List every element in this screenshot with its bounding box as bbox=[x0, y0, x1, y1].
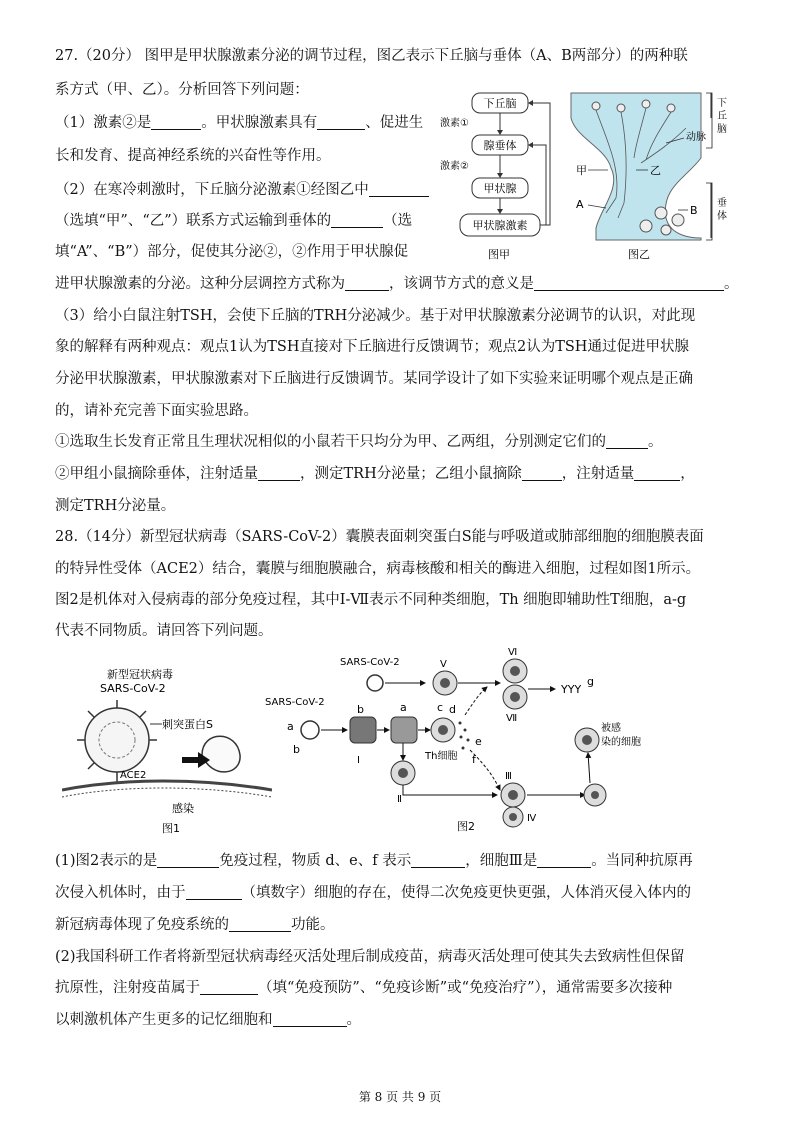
q27-part1-line1 bbox=[55, 114, 423, 132]
answer-blank[interactable] bbox=[537, 853, 591, 868]
cell-label: Ⅶ bbox=[506, 713, 518, 724]
cell-membrane bbox=[62, 781, 272, 790]
q27-part1-line2: 长和发育、提高神经系统的兴奋性等作用。 bbox=[55, 148, 331, 164]
cell-a bbox=[391, 717, 417, 743]
letter-b2: b bbox=[357, 703, 364, 716]
answer-blank[interactable] bbox=[229, 917, 291, 932]
letter-c: c bbox=[437, 701, 444, 714]
answer-blank[interactable] bbox=[151, 115, 201, 130]
text: （选填“甲”、“乙”）联系方式运输到垂体的 bbox=[55, 213, 332, 229]
q28-answer1-line2 bbox=[55, 884, 691, 902]
q27-intro-line1: 27.（20分） 图甲是甲状腺激素分泌的调节过程，图乙表示下丘脑与垂体（A、B两部分）的两种联 bbox=[55, 48, 688, 64]
text: 次侵入机体时，由于 bbox=[55, 885, 186, 901]
label-spike: 刺突蛋白S bbox=[162, 718, 213, 731]
page-footer: 第 8 页 共 9 页 bbox=[358, 1090, 442, 1104]
letter-a2: a bbox=[400, 701, 407, 714]
cell-label: Ⅵ bbox=[508, 647, 518, 658]
text: 、促进生 bbox=[365, 115, 424, 131]
text: （2）在寒冷刺激时，下丘脑分泌激素①经图乙中 bbox=[55, 182, 369, 198]
figure-yi bbox=[566, 88, 746, 263]
q27-part2-line1 bbox=[55, 181, 429, 199]
q27-part3-line3: 分泌甲状腺激素，甲状腺激素对下丘脑进行反馈调节。某同学设计了如下实验来证明哪个观点是正确 bbox=[55, 371, 693, 387]
letter-g: g bbox=[587, 675, 594, 688]
answer-blank[interactable] bbox=[345, 276, 389, 291]
answer-blank[interactable] bbox=[157, 853, 219, 868]
text: ①选取生长发育正常且生理状况相似的小鼠若干只均分为甲、乙两组，分别测定它们的 bbox=[55, 434, 606, 450]
label-pituitary-2: 体 bbox=[717, 211, 727, 222]
box-label: 下丘脑 bbox=[483, 97, 517, 110]
text: ，该调节方式的意义是 bbox=[389, 276, 534, 292]
answer-blank[interactable] bbox=[258, 466, 300, 481]
text: （填“免疫预防”、“免疫诊断”或“免疫治疗”），通常需要多次接种 bbox=[258, 980, 673, 996]
text: 。当同种抗原再 bbox=[591, 853, 693, 869]
feedback-arrow bbox=[529, 103, 550, 225]
text: 。 bbox=[346, 1012, 361, 1028]
q27-step1 bbox=[55, 433, 663, 451]
q27-part3-line2: 象的解释有两种观点：观点1认为TSH直接对下丘脑进行反馈调节；观点2认为TSH通过促进甲状腺 bbox=[55, 339, 689, 355]
text: 新冠病毒体现了免疫系统的 bbox=[55, 917, 229, 933]
arrow-label: 激素① bbox=[440, 118, 469, 129]
text: (1)图2表示的是 bbox=[55, 853, 158, 869]
text: 进甲状腺激素的分泌。这种分层调控方式称为 bbox=[55, 276, 345, 292]
title: SARS-CoV-2 bbox=[100, 682, 166, 695]
q27-step2-line2: 测定TRH分泌量。 bbox=[55, 498, 176, 514]
q28-intro-line3: 图2是机体对入侵病毒的部分免疫过程，其中Ⅰ-Ⅶ表示不同种类细胞，Th 细胞即辅助性T细胞，a-g bbox=[55, 592, 687, 608]
q28-answer2-line3 bbox=[55, 1011, 361, 1029]
title: 新型冠状病毒 bbox=[107, 668, 173, 681]
text: （1）激素②是 bbox=[55, 115, 152, 131]
label-infected: 被感 bbox=[601, 723, 621, 734]
label-artery: 动脉 bbox=[686, 132, 706, 143]
label-hypothalamus-1: 下 bbox=[717, 98, 727, 109]
cell-I bbox=[350, 717, 376, 743]
letter-e: e bbox=[475, 735, 482, 748]
q27-part2-line4 bbox=[55, 275, 739, 293]
q27-part3-line4: 的，请补充完善下面实验思路。 bbox=[55, 403, 258, 419]
q28-answer1-line1 bbox=[55, 852, 693, 870]
fused-virus bbox=[202, 736, 240, 772]
answer-blank[interactable] bbox=[186, 885, 242, 900]
label-th: Th细胞 bbox=[425, 751, 458, 762]
label-yi: 乙 bbox=[650, 164, 661, 177]
figure-jia bbox=[440, 88, 560, 263]
label-virus-top: SARS-CoV-2 bbox=[340, 657, 400, 668]
label-pituitary-1: 垂 bbox=[717, 198, 727, 209]
answer-blank[interactable] bbox=[522, 466, 562, 481]
figure-caption: 图1 bbox=[162, 822, 180, 835]
q27-part3-line1: （3）给小白鼠注射TSH，会使下丘脑的TRH分泌减少。基于对甲状腺激素分泌调节的认识，对此现 bbox=[55, 308, 696, 324]
cell-label: Ⅱ bbox=[397, 794, 402, 805]
figure-2 bbox=[265, 645, 655, 835]
text: （填数字）细胞的存在，使得二次免疫更快更强，人体消灭侵入体内的 bbox=[241, 885, 691, 901]
text: 。 bbox=[648, 434, 663, 450]
box-label: 甲状腺激素 bbox=[472, 219, 528, 232]
letter-d: d bbox=[449, 703, 456, 716]
answer-blank[interactable] bbox=[534, 276, 724, 291]
text: （选 bbox=[383, 213, 413, 229]
text: ，测定TRH分泌量；乙组小鼠摘除 bbox=[300, 466, 522, 482]
letter-a: a bbox=[287, 720, 294, 733]
letter-b: b bbox=[293, 743, 300, 756]
label-B: B bbox=[690, 204, 698, 217]
cell-label: Ⅴ bbox=[440, 659, 447, 670]
box-label: 腺垂体 bbox=[483, 139, 517, 152]
text: ②甲组小鼠摘除垂体，注射适量 bbox=[55, 466, 258, 482]
q28-intro-line1: 28.（14分）新型冠状病毒（SARS-CoV-2）囊膜表面刺突蛋白S能与呼吸道或肺部细胞的细胞膜表面 bbox=[55, 529, 704, 545]
q28-answer2-line2 bbox=[55, 979, 672, 997]
answer-blank[interactable] bbox=[606, 434, 648, 449]
figure-caption: 图甲 bbox=[488, 248, 510, 261]
text: 以刺激机体产生更多的记忆细胞和 bbox=[55, 1012, 273, 1028]
q28-intro-line4: 代表不同物质。请回答下列问题。 bbox=[55, 623, 273, 639]
text: 。 bbox=[724, 276, 739, 292]
answer-blank[interactable] bbox=[331, 213, 383, 228]
q27-part2-line2 bbox=[55, 212, 412, 230]
figure-caption: 图乙 bbox=[628, 248, 650, 261]
answer-blank[interactable] bbox=[369, 182, 429, 197]
antibody-icon: YYY bbox=[561, 683, 582, 696]
virus-particle bbox=[85, 708, 149, 772]
answer-blank[interactable] bbox=[634, 466, 680, 481]
label-A: A bbox=[576, 198, 584, 211]
q27-part2-line3: 填“A”、“B”）部分，促使其分泌②，②作用于甲状腺促 bbox=[55, 244, 409, 260]
answer-blank[interactable] bbox=[317, 115, 365, 130]
label-infected: 染的细胞 bbox=[601, 737, 641, 748]
cell-label: Ⅲ bbox=[505, 771, 512, 782]
q27-intro-line2: 系方式（甲、乙）。分析回答下列问题： bbox=[55, 82, 309, 98]
text: 免疫过程，物质 d、e、f 表示 bbox=[219, 853, 412, 869]
virus-icon bbox=[301, 721, 319, 739]
cell-label: Ⅳ bbox=[527, 813, 537, 824]
q28-answer2-line1: (2)我国科研工作者将新型冠状病毒经灭活处理后制成疫苗，病毒灭活处理可使其失去致病性但保留 bbox=[55, 949, 685, 965]
answer-blank[interactable] bbox=[273, 1012, 347, 1027]
box-label: 甲状腺 bbox=[483, 182, 517, 195]
q28-answer1-line3 bbox=[55, 916, 335, 934]
answer-blank[interactable] bbox=[411, 853, 465, 868]
q27-step2 bbox=[55, 465, 695, 483]
q28-intro-line2: 的特异性受体（ACE2）结合，囊膜与细胞膜融合，病毒核酸和相关的酶进入细胞，过程如图1所示。 bbox=[55, 561, 701, 577]
figure-caption: 图2 bbox=[457, 820, 475, 833]
cell-label: Ⅰ bbox=[357, 755, 360, 766]
label-ace2: ACE2 bbox=[120, 770, 147, 781]
virus-icon bbox=[367, 675, 383, 691]
label-jia: 甲 bbox=[576, 164, 587, 177]
label-virus-left: SARS-CoV-2 bbox=[265, 697, 325, 708]
answer-blank[interactable] bbox=[200, 980, 258, 995]
arrow-label: 激素② bbox=[440, 161, 469, 172]
label-hypothalamus-3: 脑 bbox=[717, 124, 727, 135]
text: ， bbox=[680, 466, 695, 482]
text: 抗原性，注射疫苗属于 bbox=[55, 980, 200, 996]
text: 。甲状腺激素具有 bbox=[201, 115, 318, 131]
label-infect: 感染 bbox=[172, 802, 194, 815]
letter-f: f bbox=[472, 753, 476, 766]
feedback-arrow bbox=[529, 145, 546, 225]
text: ，细胞Ⅲ是 bbox=[465, 853, 538, 869]
figure-1 bbox=[62, 660, 272, 835]
label-hypothalamus-2: 丘 bbox=[717, 111, 727, 122]
text: 功能。 bbox=[291, 917, 335, 933]
text: ，注射适量 bbox=[561, 466, 635, 482]
